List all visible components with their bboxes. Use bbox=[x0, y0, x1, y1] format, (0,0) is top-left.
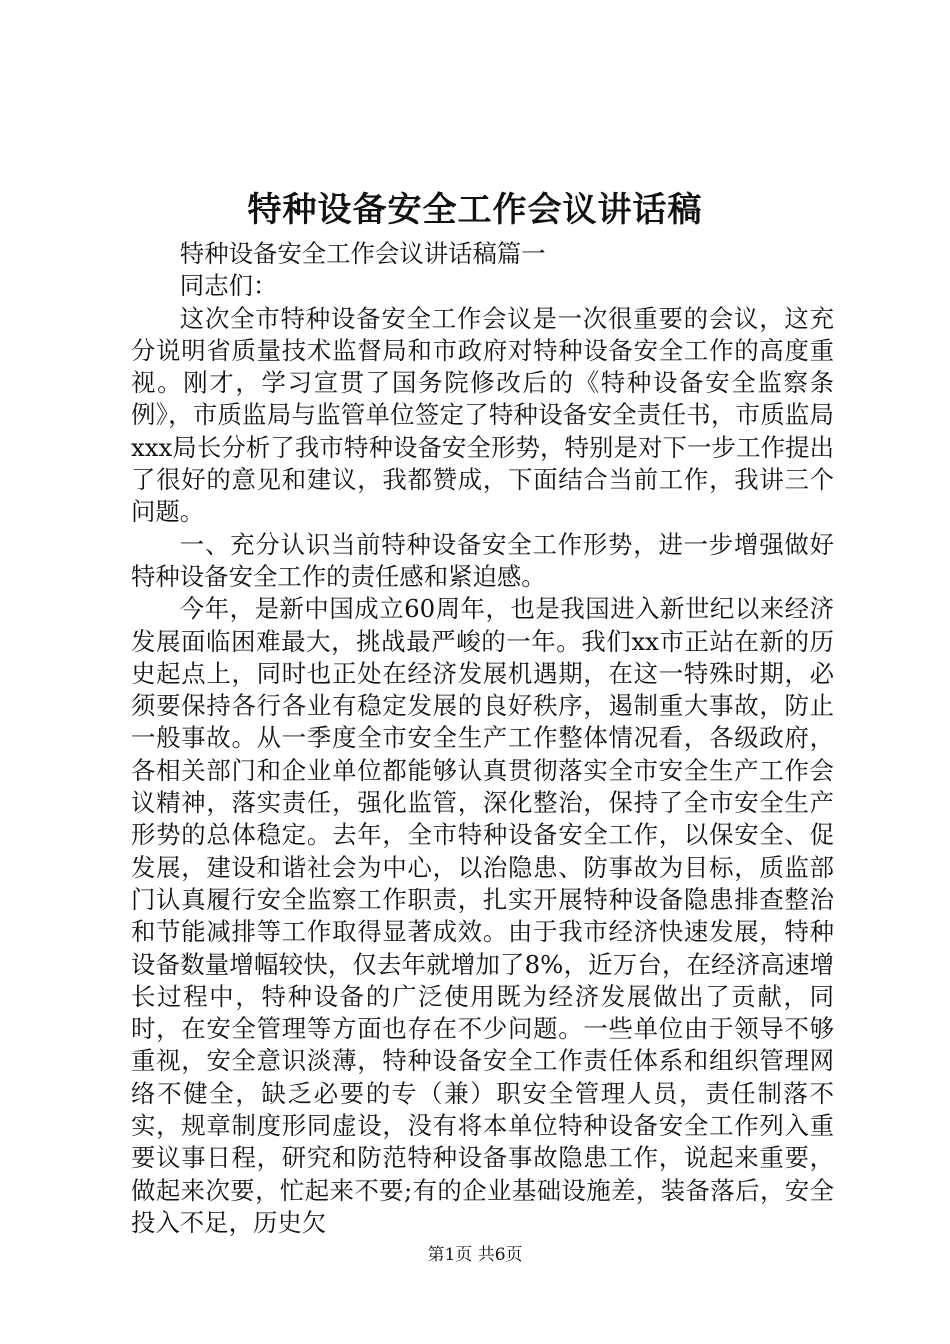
body-paragraph: 这次全市特种设备安全工作会议是一次很重要的会议，这充分说明省质量技术监督局和市政府对特种设备安全工作的高度重视。刚才，学习宣贯了国务院修改后的《特种设备安全监察条例》，市质监局与监管单位签定了特种设备安全责任书，市质监局xxx局长分析了我市特种设备安全形势，特别是对下一步工作提出了很好的意见和建议，我都赞成，下面结合当前工作，我讲三个问题。 bbox=[131, 303, 834, 527]
section-heading-paragraph: 一、充分认识当前特种设备安全工作形势，进一步增强做好特种设备安全工作的责任感和紧迫感。 bbox=[131, 529, 834, 591]
subtitle-paragraph: 特种设备安全工作会议讲话稿篇一 bbox=[179, 239, 546, 268]
page-number-footer: 第1页 共6页 bbox=[427, 1245, 523, 1265]
salutation-paragraph: 同志们： bbox=[179, 271, 278, 301]
document-title: 特种设备安全工作会议讲话稿 bbox=[247, 190, 703, 230]
body-paragraph: 今年，是新中国成立60周年，也是我国进入新世纪以来经济发展面临困难最大，挑战最严峻的一年。我们xx市正站在新的历史起点上，同时也正处在经济发展机遇期，在这一特殊时期，必须要保持各行各业有稳定发展的良好秩序，遏制重大事故，防止一般事故。从一季度全市安全生产工作整体情况看，各级政府，各相关部门和企业单位都能够认真贯彻落实全市安全生产工作会议精神，落实责任，强化监管，深化整治，保持了全市安全生产形势的总体稳定。去年，全市特种设备安全工作，以保安全、促发展，建设和谐社会为中心，以治隐患、防事故为目标，质监部门认真履行安全监察工作职责，扎实开展特种设备隐患排查整治和节能减排等工作取得显著成效。由于我市经济快速发展，特种设备数量增幅较快，仅去年就增加了8%，近万台，在经济高速增长过程中，特种设备的广泛使用既为经济发展做出了贡献，同时，在安全管理等方面也存在不少问题。一些单位由于领导不够重视，安全意识淡薄，特种设备安全工作责任体系和组织管理网络不健全，缺乏必要的专（兼）职安全管理人员，责任制落不实，规章制度形同虚设，没有将本单位特种设备安全工作列入重要议事日程，研究和防范特种设备事故隐患工作，说起来重要，做起来次要，忙起来不要;有的企业基础设施差，装备落后，安全投入不足，历史欠 bbox=[131, 594, 834, 1237]
document-body bbox=[131, 238, 834, 1239]
